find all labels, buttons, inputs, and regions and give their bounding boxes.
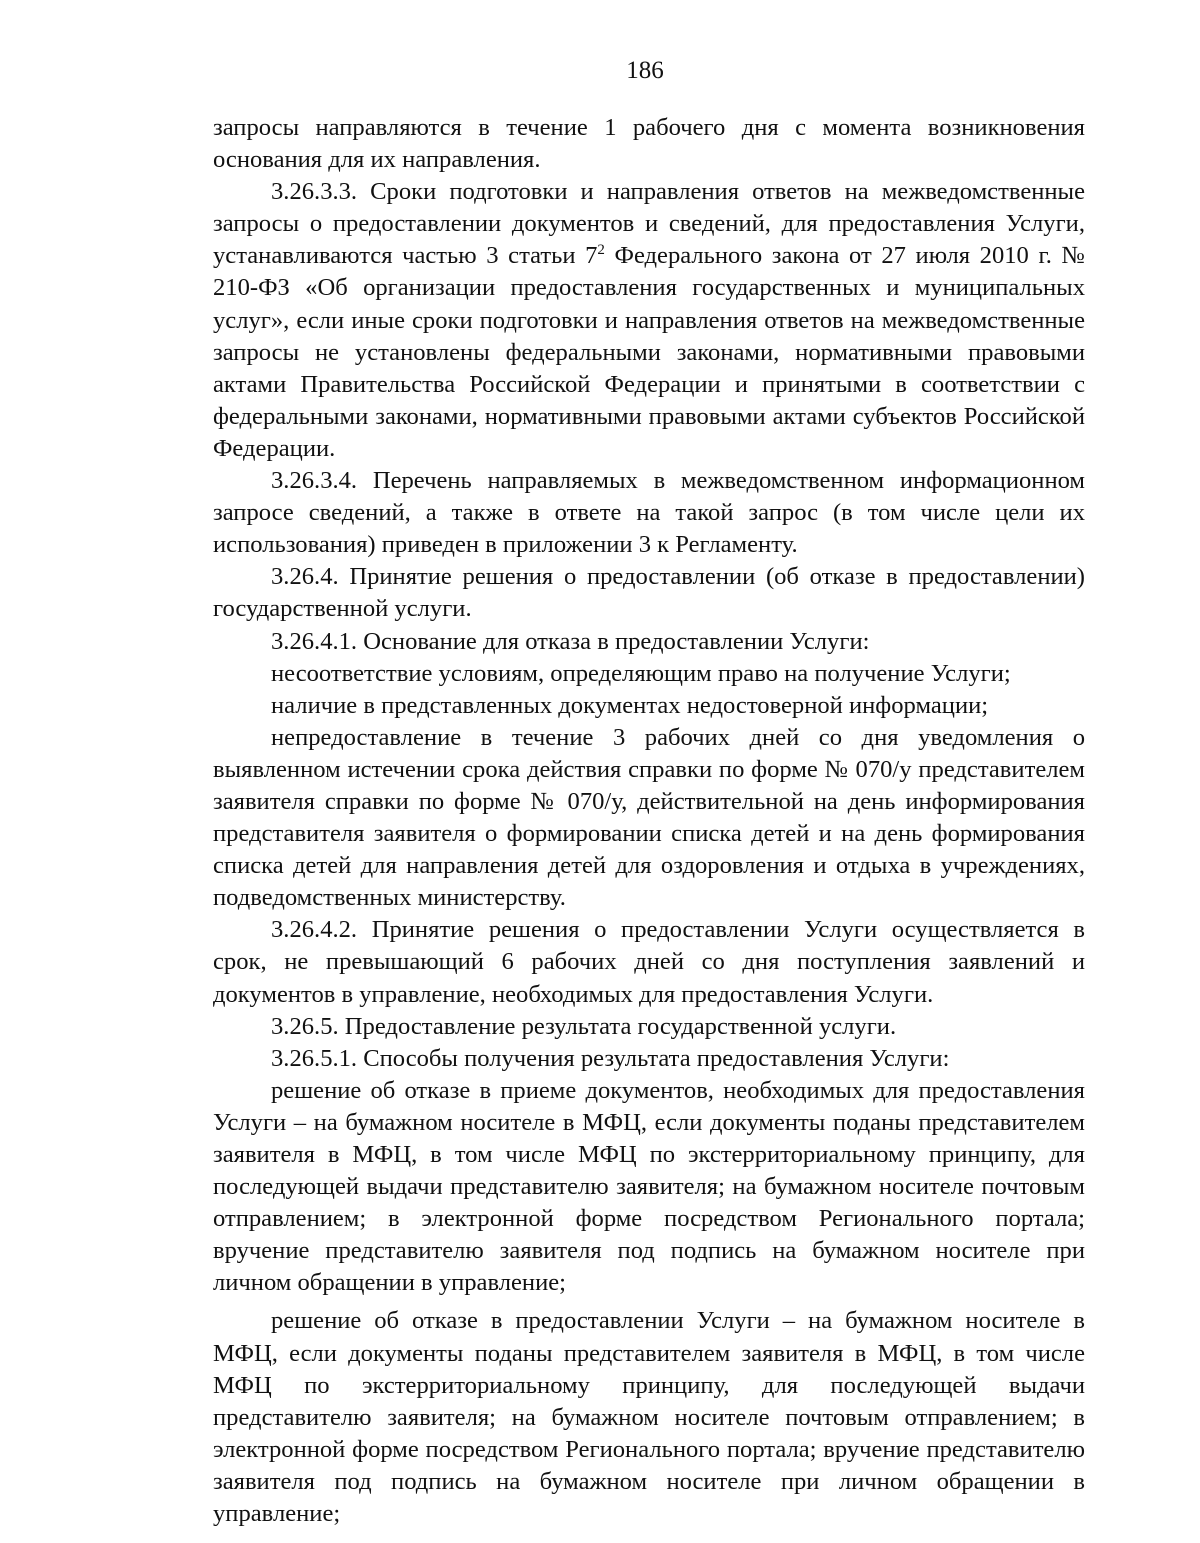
paragraph-3-26-4: 3.26.4. Принятие решения о предоставлении (об отказе в предоставлении) государственной услуги. <box>213 563 1085 623</box>
paragraph-3-26-3-3-part-a: 3.26.3.3. Сроки подготовки и направления ответов на межведомственные запросы о предоставлении документов и сведений, для предоставления Услуги, устанавливаются частью 3 статьи 7 <box>213 178 1085 270</box>
result-method-1: решение об отказе в приеме документов, необходимых для предоставления Услуги – на бумажном носителе в МФЦ, если документы поданы представителем заявителя в МФЦ, в том числе МФЦ по экстерриториальному принципу, для последующей выдачи представителю заявителя; на бумажном носителе почтовым отправлением; в электронной форме посредством Регионального портала; вручение представителю заявителя под подпись на бумажном носителе при личном обращении в управление; <box>213 1076 1085 1297</box>
article-superscript: 2 <box>597 242 605 259</box>
paragraph-3-26-3-3-part-b: Федерального закона от 27 июля 2010 г. № 210-ФЗ «Об организации предоставления государственных и муниципальных услуг», если иные сроки подготовки и направления ответов на межведомственные запросы не установлены федеральными законами, нормативными правовыми актами Правительства Российской Федерации и принятыми в соответствии с федеральными законами, нормативными правовыми актами субъектов Российской Федерации. <box>213 242 1085 462</box>
result-method-2: решение об отказе в предоставлении Услуги – на бумажном носителе в МФЦ, если документы поданы представителем заявителя в МФЦ, в том числе МФЦ по экстерриториальному принципу, для последующей выдачи представителю заявителя; на бумажном носителе почтовым отправлением; в электронной форме посредством Регионального портала; вручение представителю заявителя под подпись на бумажном носителе при личном обращении в управление; <box>213 1307 1085 1528</box>
paragraph-1: запросы направляются в течение 1 рабочего дня с момента возникновения основания для их направления. <box>213 114 1085 174</box>
paragraph-3-26-4-2: 3.26.4.2. Принятие решения о предоставлении Услуги осуществляется в срок, не превышающий 6 рабочих дней со дня поступления заявлений и документов в управление, необходимых для предоставления Услуги. <box>213 916 1085 1008</box>
document-body <box>213 112 1085 1530</box>
paragraph-3-26-3-3 <box>213 176 1085 465</box>
refusal-ground-1: несоответствие условиям, определяющим право на получение Услуги; <box>271 659 1011 687</box>
paragraph-3-26-3-4: 3.26.3.4. Перечень направляемых в межведомственном информационном запросе сведений, а также в ответе на такой запрос (в том числе цели их использования) приведен в приложении 3 к Регламенту. <box>213 467 1085 559</box>
refusal-ground-3: непредоставление в течение 3 рабочих дней со дня уведомления о выявленном истечении срока действия справки по форме № 070/у представителем заявителя справки по форме № 070/у, действительной на день информирования представителя заявителя о формировании списка детей и на день формирования списка детей для направления детей для оздоровления и отдыха в учреждениях, подведомственных министерству. <box>213 723 1085 912</box>
paragraph-3-26-4-1: 3.26.4.1. Основание для отказа в предоставлении Услуги: <box>271 627 870 655</box>
page-number: 186 <box>626 57 664 84</box>
refusal-ground-2: наличие в представленных документах недостоверной информации; <box>271 691 989 719</box>
paragraph-3-26-5: 3.26.5. Предоставление результата государственной услуги. <box>271 1012 897 1040</box>
paragraph-3-26-5-1: 3.26.5.1. Способы получения результата предоставления Услуги: <box>271 1044 950 1072</box>
